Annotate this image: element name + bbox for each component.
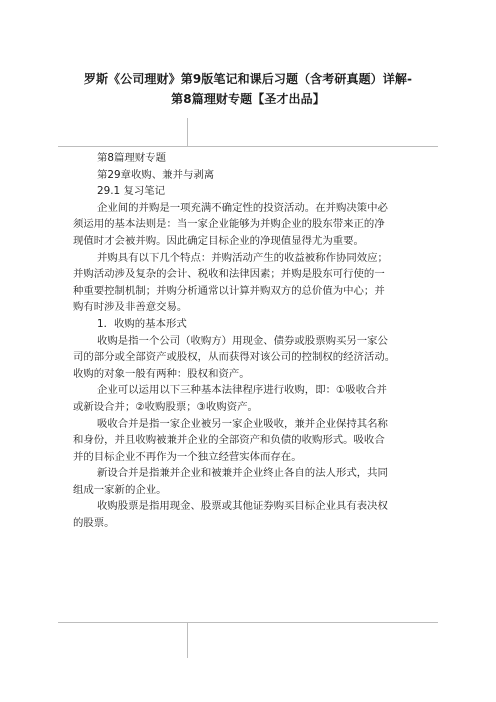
paragraph-line: 并购活动涉及复杂的会计、税收和法律因素；并购是股东可行使的一 xyxy=(73,268,385,281)
paragraph-line: 并购具有以下几个特点：并购活动产生的收益被称作协同效应； xyxy=(97,251,388,264)
paragraph-stock-acquisition xyxy=(73,498,428,531)
paragraph-line: 企业间的并购是一项充满不确定性的投资活动。在并购决策中必 xyxy=(97,201,388,214)
bottom-divider xyxy=(58,622,438,623)
paragraph-line: 现值时才会被并购。因此确定目标企业的净现值显得尤为重要。 xyxy=(73,234,364,247)
chapter-heading: 第29章收购、兼并与剥离 xyxy=(97,168,215,181)
subsection-heading: 1．收购的基本形式 xyxy=(97,317,187,330)
paragraph-line: 的股票。 xyxy=(73,517,115,530)
paragraph-merger xyxy=(73,416,428,466)
paragraph-line: 吸收合并是指一家企业被另一家企业吸收，兼并企业保持其名称 xyxy=(97,417,388,430)
section-heading: 29.1 复习笔记 xyxy=(97,185,166,198)
paragraph-intro xyxy=(73,200,428,250)
paragraph-line: 企业可以运用以下三种基本法律程序进行收购，即：①吸收合并 xyxy=(97,384,387,397)
title-line-2: 第8篇理财专题【圣才出品】 xyxy=(171,92,325,106)
paragraph-line: 或新设合并；②收购股票；③收购资产。 xyxy=(73,400,258,413)
paragraph-line: 种重要控制机制；并购分析通常以计算并购双方的总价值为中心；并 xyxy=(73,284,385,297)
paragraph-procedures xyxy=(73,382,428,415)
part-heading: 第8篇理财专题 xyxy=(97,152,166,164)
paragraph-line: 并的目标企业不再作为一个独立经营实体而存在。 xyxy=(73,450,302,463)
document-title xyxy=(40,69,456,109)
document-body xyxy=(73,150,428,532)
paragraph-line: 和身份，并且收购被兼并企业的全部资产和负债的收购形式。吸收合 xyxy=(73,434,385,447)
paragraph-consolidation xyxy=(73,465,428,498)
paragraph-line: 须运用的基本法则是：当一家企业能够为并购企业的股东带来正的净 xyxy=(73,218,385,231)
paragraph-acquisition xyxy=(73,333,428,383)
paragraph-line: 收购是指一个公司（收购方）用现金、债券或股票购买另一家公 xyxy=(97,334,388,347)
paragraph-line: 收购股票是指用现金、股票或其他证券购买目标企业具有表决权 xyxy=(97,500,388,513)
paragraph-line: 新设合并是指兼并企业和被兼并企业终止各自的法人形式，共同 xyxy=(97,467,388,480)
paragraph-line: 购有时涉及非善意交易。 xyxy=(73,301,188,314)
bottom-divider-vertical xyxy=(187,622,188,658)
paragraph-line: 收购的对象一般有两种：股权和资产。 xyxy=(73,367,250,380)
title-line-1: 罗斯《公司理财》第9版笔记和课后习题（含考研真题）详解- xyxy=(83,72,413,86)
paragraph-features xyxy=(73,250,428,316)
paragraph-line: 组成一家新的企业。 xyxy=(73,483,167,496)
top-divider-vertical xyxy=(187,118,188,146)
top-divider xyxy=(58,146,438,147)
paragraph-line: 司的部分或全部资产或股权，从而获得对该公司的控制权的经济活动。 xyxy=(73,351,396,364)
